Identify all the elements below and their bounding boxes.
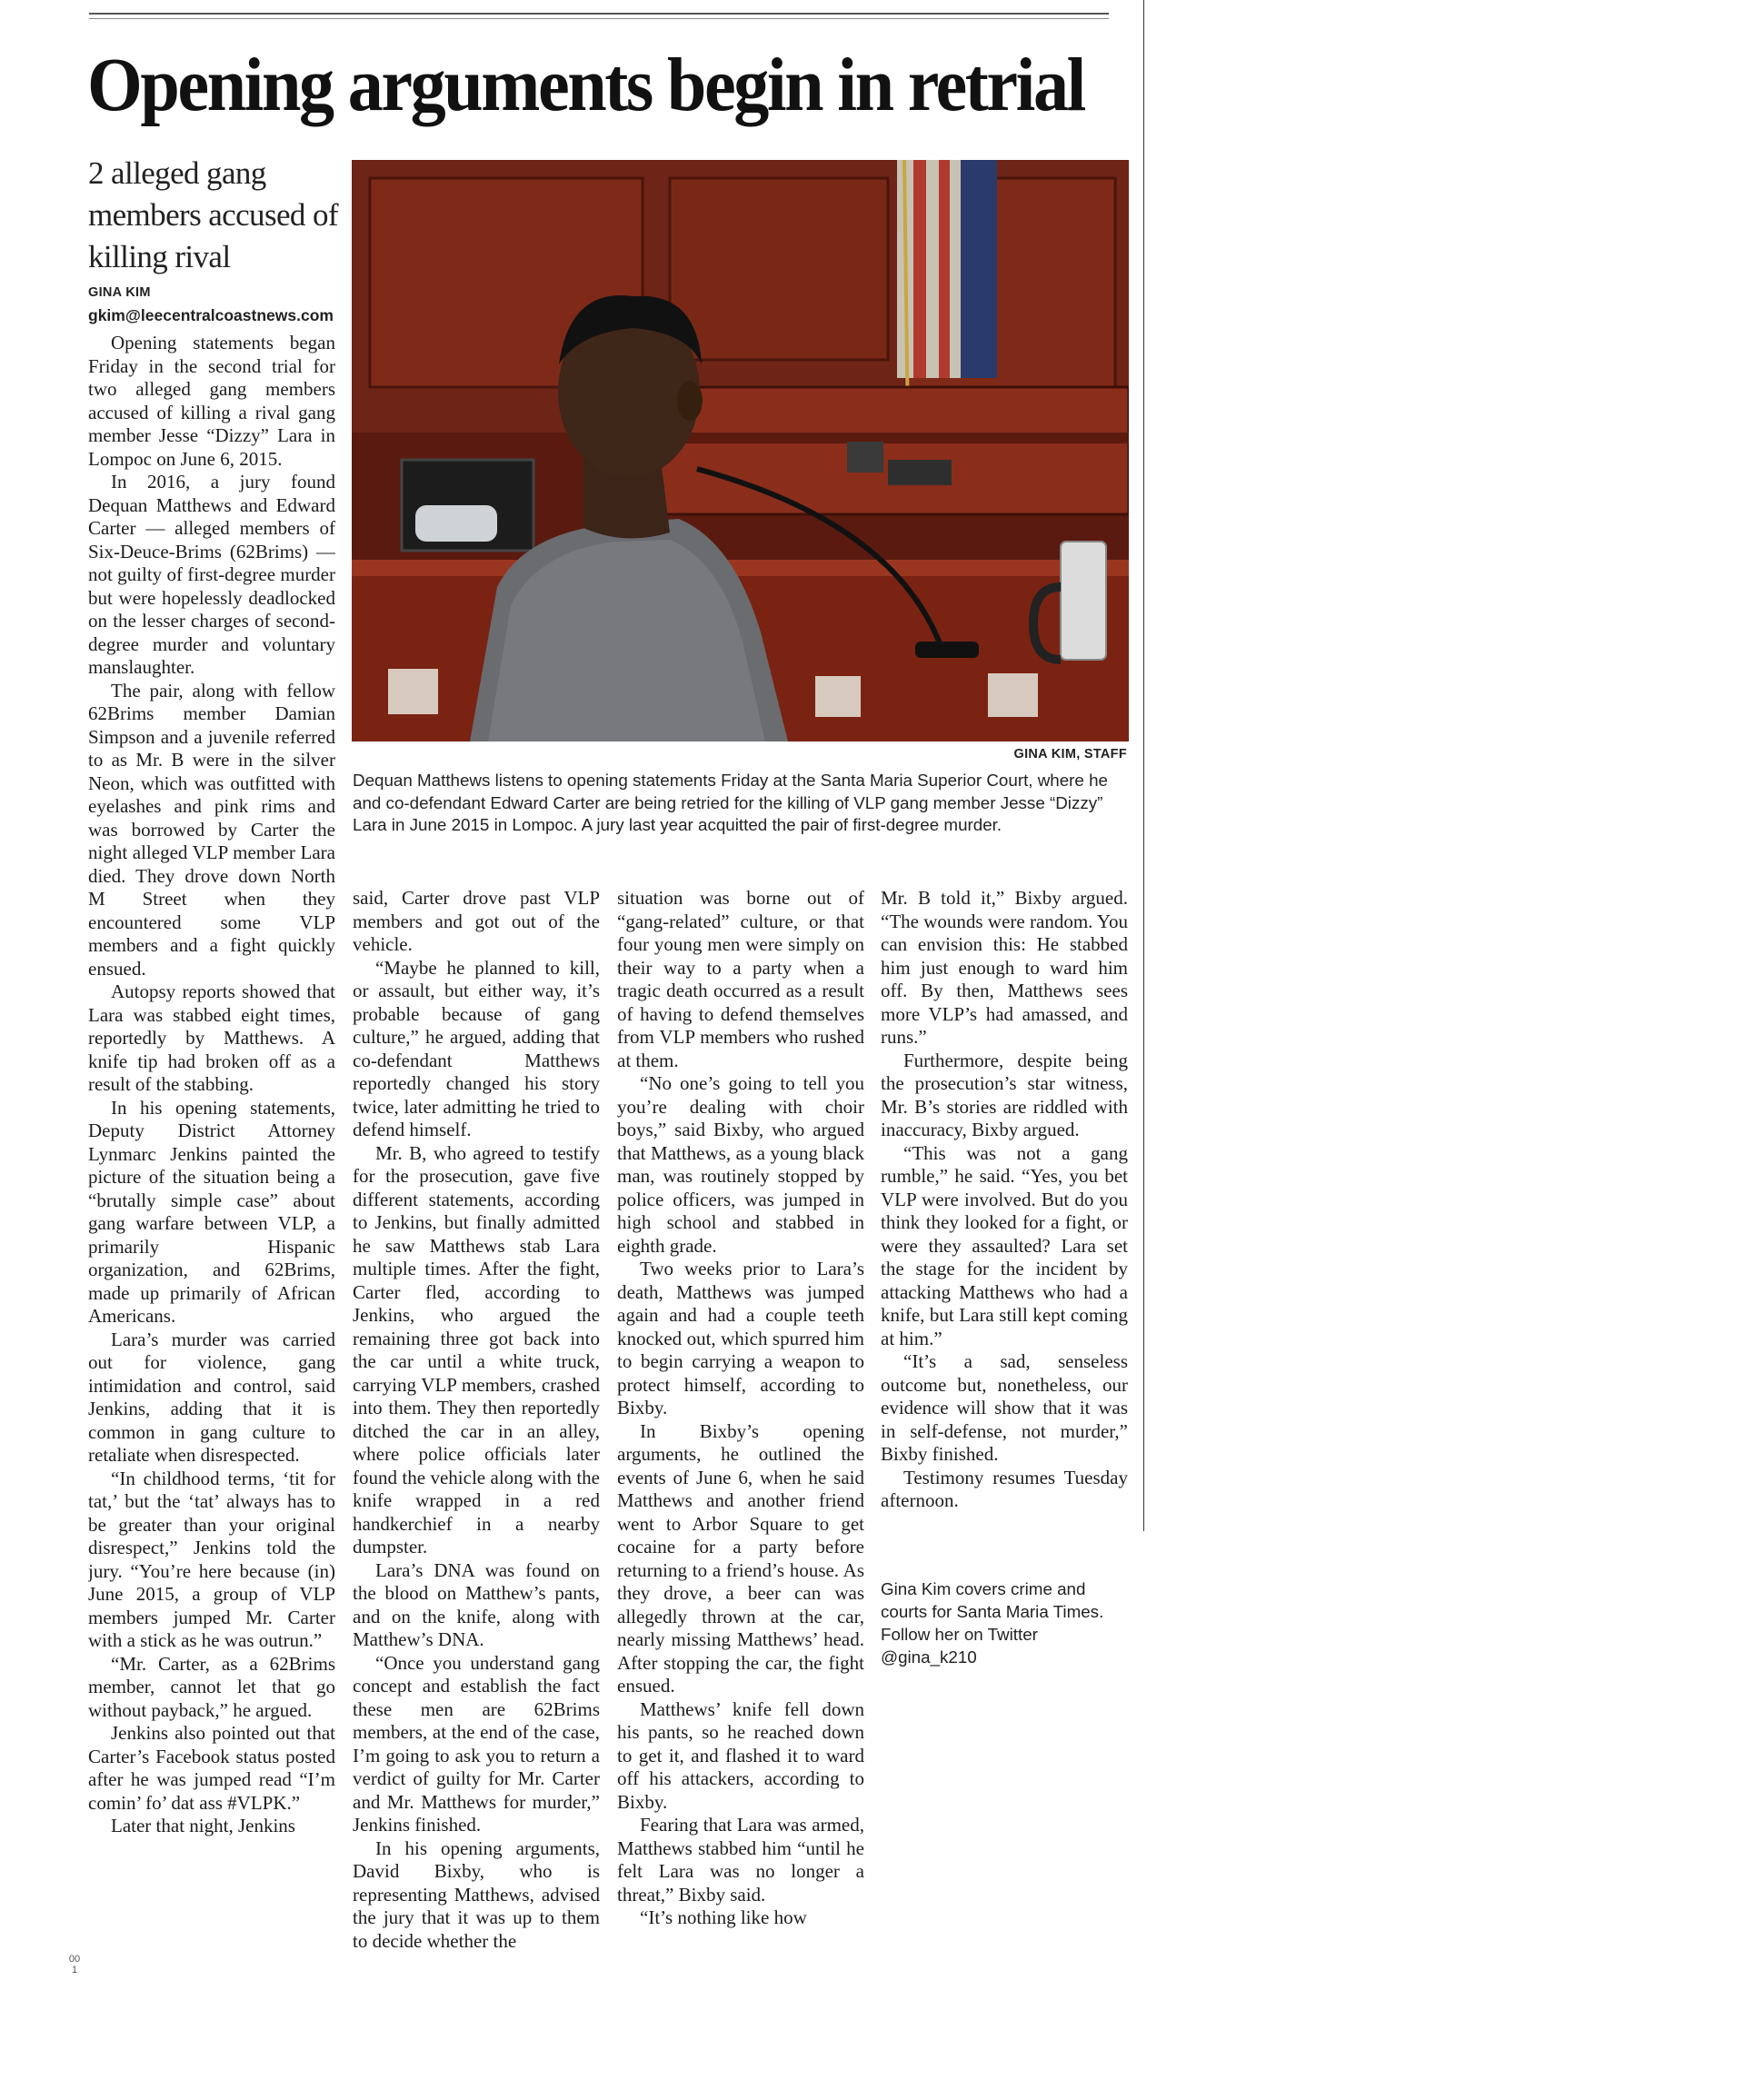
paragraph: Opening statements began Friday in the second trial for two alleged gang members accused of killing a rival gang member Jesse “Dizzy” Lara in Lompoc on June 6, 2015. xyxy=(88,332,335,470)
paragraph: The pair, along with fellow 62Brims member Damian Simpson and a juvenile referred to as Mr. B were in the silver Neon, which was outfitted with eyelashes and pink rims and was borrowed by Carter the night alleged VLP member Lara died. They drove down North M Street when they encountered some VLP members and a fight quickly ensued. xyxy=(88,679,335,980)
paragraph: Lara’s murder was carried out for violence, gang intimidation and control, said Jenkins, adding that it is common in gang culture to retaliate when disrespected. xyxy=(88,1328,335,1466)
column-divider xyxy=(1143,0,1144,1531)
paragraph: Autopsy reports showed that Lara was stabbed eight times, reportedly by Matthews. A knife tip had broken off as a result of the stabbing. xyxy=(88,980,335,1095)
top-rule-thin xyxy=(89,18,1109,19)
paragraph: “Once you understand gang concept and establish the fact these men are 62Brims members, at the end of the case, I’m going to ask you to return a verdict of guilty for Mr. Carter and Mr. Matthews for murder,” Jenkins finished. xyxy=(353,1651,600,1836)
paragraph: Furthermore, despite being the prosecution’s star witness, Mr. B’s stories are riddled with inaccuracy, Bixby argued. xyxy=(881,1049,1128,1140)
author-bio: Gina Kim covers crime and courts for Santa Maria Times. Follow her on Twitter @gina_k210 xyxy=(881,1579,1104,1667)
paragraph: “This was not a gang rumble,” he said. “Yes, you bet VLP were involved. But do you think they looked for a fight, or were they assaulted? Lara set the stage for the incident by attacking Matthews who had a knife, but Lara still kept coming at him.” xyxy=(881,1141,1128,1349)
paragraph: Testimony resumes Tuesday afternoon. xyxy=(881,1466,1128,1511)
photo-caption: Dequan Matthews listens to opening statements Friday at the Santa Maria Superior Court, where he and co-defendant Edward Carter are being retried for the killing of VLP gang member Jesse “Dizzy” Lara in June 2015 in Lompoc. A jury last year acquitted the pair of first-degree murder. xyxy=(353,771,1108,834)
article-column-3 xyxy=(617,887,864,2015)
paragraph: Mr. B, who agreed to testify for the prosecution, gave five different statements, according to Jenkins, but finally admitted he saw Matthews stab Lara multiple times. After the fight, Carter fled, according to Jenkins, who argued the remaining three got back into the car until a white truck, carrying VLP members, crashed into them. They then reportedly ditched the car in an alley, where police officials later found the vehicle along with the knife wrapped in a red handkerchief in a nearby dumpster. xyxy=(353,1141,600,1558)
article-column-4 xyxy=(881,887,1128,1554)
article-column-2 xyxy=(353,887,600,2015)
courtroom-illustration xyxy=(352,160,1129,741)
paragraph: Matthews’ knife fell down his pants, so he reached down to get it, and flashed it to ward off his attackers, according to Bixby. xyxy=(617,1697,864,1813)
courtroom-photo xyxy=(352,160,1129,741)
paragraph: “It’s a sad, senseless outcome but, nonetheless, our evidence will show that it was in self-defense, not murder,” Bixby finished. xyxy=(881,1350,1128,1465)
page-marker-bottom: 1 xyxy=(71,1965,78,1976)
paragraph: situation was borne out of “gang-related” culture, or that four young men were simply on their way to a party when a tragic death occurred as a result of having to defend themselves from VLP members who rushed at them. xyxy=(617,887,864,1071)
paragraph: “Maybe he planned to kill, or assault, but either way, it’s probable because of gang culture,” he argued, adding that co-defendant Matthews reportedly changed his story twice, later admitting he tried to defend himself. xyxy=(353,956,600,1140)
paragraph: said, Carter drove past VLP members and got out of the vehicle. xyxy=(353,887,600,955)
paragraph: Fearing that Lara was armed, Matthews stabbed him “until he felt Lara was no longer a threat,” Bixby said. xyxy=(617,1814,864,1906)
paragraph: Jenkins also pointed out that Carter’s Facebook status posted after he was jumped read “I’m comin’ fo’ dat ass #VLPK.” xyxy=(88,1722,335,1814)
paragraph: Mr. B told it,” Bixby argued. “The wounds were random. You can envision this: He stabbed him just enough to ward him off. By then, Matthews sees more VLP’s had amassed, and runs.” xyxy=(881,887,1128,1048)
paragraph: “It’s nothing like how xyxy=(640,1906,807,1928)
paragraph: In his opening arguments, David Bixby, who is representing Matthews, advised the jury that it was up to them to decide whether the xyxy=(353,1836,600,1952)
byline: GINA KIM xyxy=(88,285,151,300)
article-column-1 xyxy=(88,332,335,2015)
paragraph: “No one’s going to tell you you’re dealing with choir boys,” said Bixby, who argued that Matthews, as a young black man, was routinely stopped by police officers, was jumped in high school and stabbed in eighth grade. xyxy=(617,1072,864,1257)
paragraph: “Mr. Carter, as a 62Brims member, cannot let that go without payback,” he argued. xyxy=(88,1652,335,1721)
paragraph: Lara’s DNA was found on the blood on Matthew’s pants, and on the knife, along with Matthew’s DNA. xyxy=(353,1558,600,1650)
page-marker xyxy=(67,1954,82,1976)
headline: Opening arguments begin in retrial xyxy=(87,43,1084,127)
subheadline: 2 alleged gang members accused of killing rival xyxy=(88,155,338,274)
paragraph: In 2016, a jury found Dequan Matthews and Edward Carter — alleged members of Six-Deuce-Brims (62Brims) — not guilty of first-degree murder but were hopelessly deadlocked on the lesser charges of second-degree murder and voluntary manslaughter. xyxy=(88,471,335,678)
photo-credit: GINA KIM, STAFF xyxy=(1013,747,1127,761)
paragraph: “In childhood terms, ‘tit for tat,’ but the ‘tat’ always has to be greater than your original disrespect,” Jenkins told the jury. “You’re here because (in) June 2015, a group of VLP members jumped Mr. Carter with a stick as he was outrun.” xyxy=(88,1467,335,1651)
paragraph: Later that night, Jenkins xyxy=(111,1815,295,1836)
page-marker-top: 00 xyxy=(68,1954,81,1965)
author-email: gkim@leecentralcoastnews.com xyxy=(88,306,334,324)
paragraph: In his opening statements, Deputy District Attorney Lynmarc Jenkins painted the picture of the situation being a “brutally simple case” about gang warfare between VLP, a primarily Hispanic organization, and 62Brims, made up primarily of African Americans. xyxy=(88,1096,335,1327)
top-rule xyxy=(89,13,1109,15)
paragraph: In Bixby’s opening arguments, he outlined the events of June 6, when he said Matthews and another friend went to Arbor Square to get cocaine for a party before returning to a friend’s house. As they drove, a beer can was allegedly thrown at the car, nearly missing Matthews’ head. After stopping the car, the fight ensued. xyxy=(617,1419,864,1697)
paragraph: Two weeks prior to Lara’s death, Matthews was jumped again and had a couple teeth knocked out, which spurred him to begin carrying a weapon to protect himself, according to Bixby. xyxy=(617,1258,864,1418)
